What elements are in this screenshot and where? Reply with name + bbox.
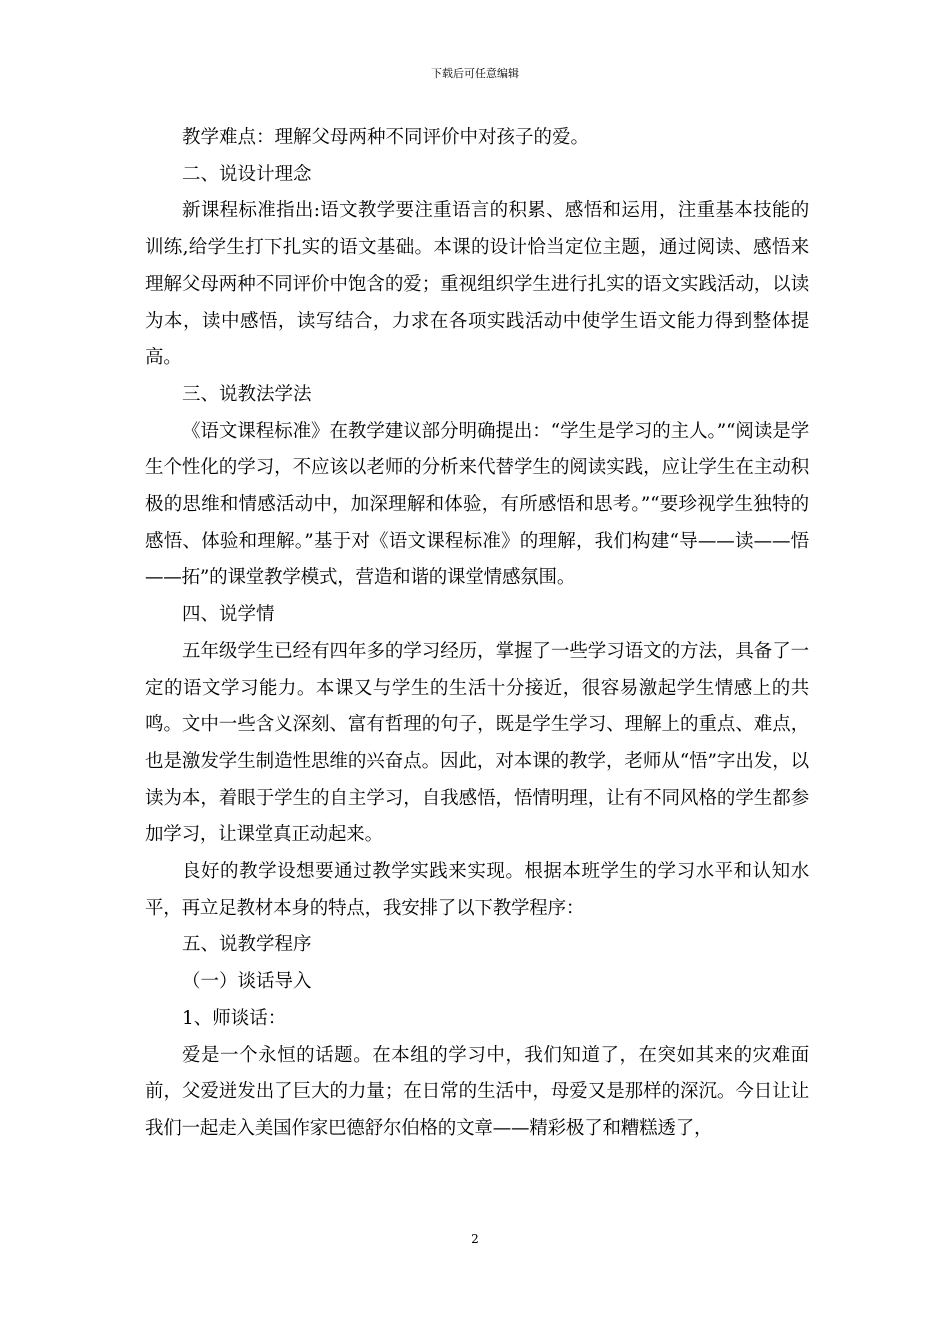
section-heading-teaching-methods: 三、说教法学法 [182, 383, 312, 405]
section-heading-teaching-procedure: 五、说教学程序 [182, 934, 312, 956]
teaching-plan-intro-paragraph: 良好的教学设想要通过教学实践来实现。根据本班学生的学习水平和认知水平，再立足教材本身的特点，我安排了以下教学程序： [145, 861, 809, 919]
teaching-methods-paragraph: 《语文课程标准》在教学建议部分明确提出：“学生是学习的主人。”“阅读是学生个性化的学习，不应该以老师的分析来代替学生的阅读实践，应让学生在主动积极的思维和情感活动中，加深理解和体验，有所感悟和思考。”“要珍视学生独特的感悟、体验和理解。”基于对《语文课程标准》的理解，我们构建“导——读——悟——拓”的课堂教学模式，营造和谐的课堂情感氛围。 [145, 420, 809, 589]
subsection-heading-conversation-intro: （一）谈话导入 [182, 971, 312, 993]
page-header: 下载后可任意编辑 [431, 67, 519, 80]
document-body [145, 120, 809, 1148]
student-situation-paragraph: 五年级学生已经有四年多的学习经历，掌握了一些学习语文的方法，具备了一定的语文学习能力。本课又与学生的生活十分接近，很容易激起学生情感上的共鸣。文中一些含义深刻、富有哲理的句子，既是学生学习、理解上的重点、难点，也是激发学生制造性思维的兴奋点。因此，对本课的教学，老师从“悟”字出发，以读为本，着眼于学生的自主学习，自我感悟，悟情明理，让有不同风格的学生都参加学习，让课堂真正动起来。 [145, 640, 809, 846]
item-teacher-talk: 1、师谈话： [182, 1007, 287, 1029]
page-number: 2 [471, 1232, 479, 1246]
design-concept-paragraph: 新课程标准指出:语文教学要注重语言的积累、感悟和运用，注重基本技能的训练,给学生打下扎实的语文基础。本课的设计恰当定位主题，通过阅读、感悟来理解父母两种不同评价中饱含的爱；重视组织学生进行扎实的语文实践活动，以读为本，读中感悟，读写结合，力求在各项实践活动中使学生语文能力得到整体提高。 [145, 200, 809, 369]
section-heading-design-concept: 二、说设计理念 [182, 163, 312, 185]
teacher-talk-paragraph: 爱是一个永恒的话题。在本组的学习中，我们知道了，在突如其来的灾难面前，父爱迸发出了巨大的力量；在日常的生活中，母爱又是那样的深沉。今日让让我们一起走入美国作家巴德舒尔伯格的文章——精彩极了和糟糕透了， [145, 1044, 809, 1139]
section-heading-student-situation: 四、说学情 [182, 604, 275, 626]
teaching-difficulty-paragraph: 教学难点：理解父母两种不同评价中对孩子的爱。 [182, 127, 590, 148]
